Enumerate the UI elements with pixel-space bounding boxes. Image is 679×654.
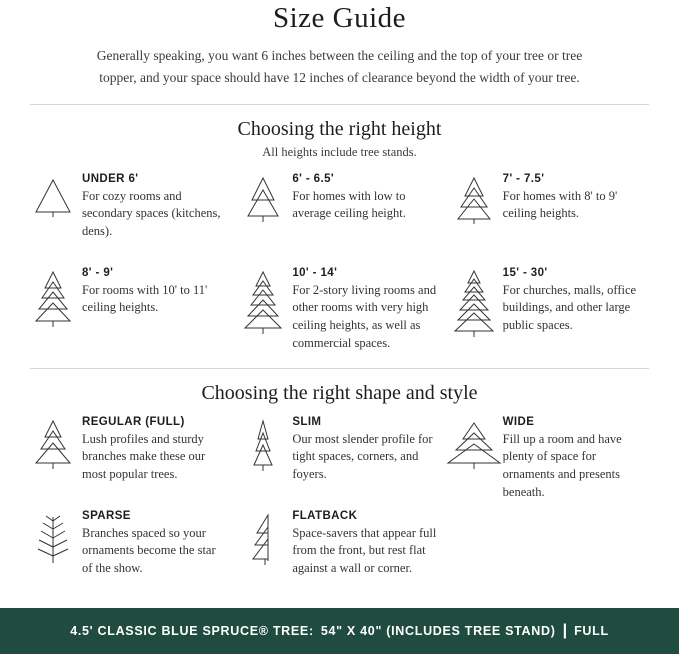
shape-option-sparse	[24, 509, 234, 597]
option-desc: Fill up a room and have plenty of space for ornaments and presents beneath.	[502, 431, 622, 499]
tree-wide-icon	[445, 415, 503, 475]
footer-product-name: 4.5' CLASSIC BLUE SPRUCE® TREE:	[70, 624, 314, 638]
footer-dimensions: 54" X 40" (INCLUDES TREE STAND)	[320, 624, 556, 638]
shape-option-wide	[445, 415, 655, 503]
shape-grid-spacer	[445, 509, 655, 597]
product-footer-banner	[0, 608, 679, 654]
option-label: 8' - 9'	[82, 266, 114, 279]
shape-option-slim	[234, 415, 444, 503]
option-label: WIDE	[502, 415, 535, 428]
option-desc: For rooms with 10' to 11' ceiling heights.	[82, 282, 208, 315]
height-section-note: All heights include tree stands.	[262, 144, 417, 159]
shape-option-flatback	[234, 509, 444, 597]
shape-option-regular-full	[24, 415, 234, 503]
option-label: REGULAR (FULL)	[82, 415, 185, 428]
height-section-title: Choosing the right height	[237, 117, 442, 140]
option-desc: Space-savers that appear full from the front, but rest flat against a wall or corner.	[292, 525, 437, 576]
footer-separator: |	[562, 622, 568, 639]
option-label: 10' - 14'	[292, 266, 338, 279]
height-option-6-to-6-5	[234, 172, 444, 260]
option-desc: Our most slender profile for tight spaces, corners, and foyers.	[292, 431, 433, 482]
option-desc: For 2-story living rooms and other rooms with very high ceiling heights, as well as commercial spaces.	[292, 282, 437, 350]
page-subtitle: Generally speaking, you want 6 inches between the ceiling and the top of your tree or tree topper, and your space should have 12 inches of clearance beyond the width of your tree.	[96, 48, 583, 86]
option-desc: For cozy rooms and secondary spaces (kitchens, dens).	[82, 188, 221, 239]
footer-profile: FULL	[574, 624, 609, 638]
tree-flatback-icon	[234, 509, 292, 573]
option-label: 6' - 6.5'	[292, 172, 334, 185]
tree-small-icon	[24, 172, 82, 220]
tree-two-tier-icon	[234, 172, 292, 226]
height-option-7-to-7-5	[445, 172, 655, 260]
shape-section-title: Choosing the right shape and style	[201, 381, 478, 404]
option-label: SPARSE	[82, 509, 131, 522]
option-desc: Branches spaced so your ornaments become the star of the show.	[82, 525, 216, 576]
tree-three-tier-icon	[445, 172, 503, 228]
divider-top	[30, 104, 649, 105]
height-option-10-to-14	[234, 266, 444, 354]
shape-options-grid	[0, 415, 679, 597]
tree-sparse-icon	[24, 509, 82, 573]
height-option-under-6	[24, 172, 234, 260]
option-desc: For homes with low to average ceiling height.	[292, 188, 406, 221]
option-label: SLIM	[292, 415, 322, 428]
option-desc: Lush profiles and sturdy branches make these our most popular trees.	[82, 431, 206, 482]
height-options-grid	[0, 172, 679, 354]
tree-four-tier-icon	[24, 266, 82, 334]
option-label: UNDER 6'	[82, 172, 139, 185]
page-title: Size Guide	[272, 2, 407, 34]
height-option-8-to-9	[24, 266, 234, 354]
option-label: 7' - 7.5'	[502, 172, 545, 185]
divider-middle	[30, 368, 649, 369]
option-label: 15' - 30'	[502, 266, 548, 279]
option-desc: For homes with 8' to 9' ceiling heights.	[502, 188, 618, 221]
height-option-15-to-30	[445, 266, 655, 354]
option-desc: For churches, malls, office buildings, and other large public spaces.	[502, 282, 637, 333]
tree-regular-icon	[24, 415, 82, 479]
tree-slim-icon	[234, 415, 292, 479]
option-label: FLATBACK	[292, 509, 358, 522]
tree-six-tier-icon	[445, 266, 503, 348]
tree-five-tier-icon	[234, 266, 292, 344]
